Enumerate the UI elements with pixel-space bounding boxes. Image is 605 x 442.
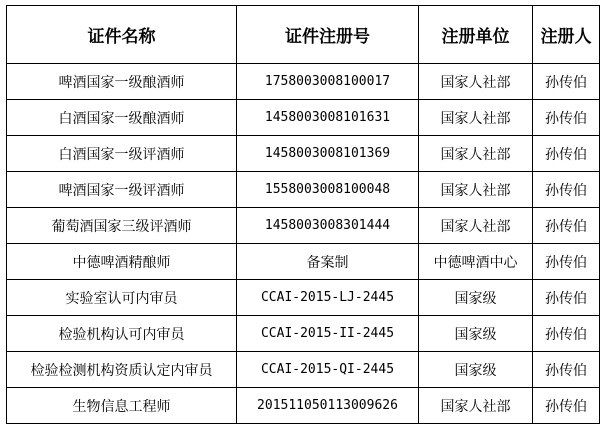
- cell-certificate-name: 白酒国家一级评酒师: [7, 136, 237, 172]
- cell-certificate-name: 啤酒国家一级酿酒师: [7, 64, 237, 100]
- cell-registration-unit: 国家人社部: [419, 64, 533, 100]
- table-row: [7, 316, 600, 352]
- table-row: [7, 208, 600, 244]
- cell-registrant: 孙传伯: [533, 100, 600, 136]
- header-certificate-name: 证件名称: [7, 6, 237, 64]
- cell-registrant: 孙传伯: [533, 316, 600, 352]
- cell-registration-unit: 国家人社部: [419, 208, 533, 244]
- cell-registrant: 孙传伯: [533, 280, 600, 316]
- cell-registrant: 孙传伯: [533, 208, 600, 244]
- table-row: [7, 172, 600, 208]
- cell-registration-unit: 国家人社部: [419, 100, 533, 136]
- cell-registration-number: 1758003008100017: [237, 64, 419, 100]
- header-registrant: 注册人: [533, 6, 600, 64]
- table-header-row: [7, 6, 600, 64]
- cell-certificate-name: 中德啤酒精酿师: [7, 244, 237, 280]
- cell-certificate-name: 检验检测机构资质认定内审员: [7, 352, 237, 388]
- cell-registration-unit: 国家级: [419, 316, 533, 352]
- cell-registration-number: 1458003008101369: [237, 136, 419, 172]
- certificate-table-container: [6, 5, 600, 424]
- cell-registrant: 孙传伯: [533, 136, 600, 172]
- cell-registration-number: CCAI-2015-LJ-2445: [237, 280, 419, 316]
- cell-certificate-name: 白酒国家一级酿酒师: [7, 100, 237, 136]
- header-registration-number: 证件注册号: [237, 6, 419, 64]
- cell-registration-unit: 国家人社部: [419, 136, 533, 172]
- cell-registrant: 孙传伯: [533, 352, 600, 388]
- cell-registration-number: 1458003008101631: [237, 100, 419, 136]
- cell-certificate-name: 啤酒国家一级评酒师: [7, 172, 237, 208]
- cell-registration-unit: 国家级: [419, 352, 533, 388]
- cell-registration-number: 1458003008301444: [237, 208, 419, 244]
- cell-registrant: 孙传伯: [533, 172, 600, 208]
- cell-registration-unit: 中德啤酒中心: [419, 244, 533, 280]
- cell-registration-number: 备案制: [237, 244, 419, 280]
- table-row: [7, 244, 600, 280]
- cell-registration-number: CCAI-2015-QI-2445: [237, 352, 419, 388]
- table-row: [7, 352, 600, 388]
- header-registration-unit: 注册单位: [419, 6, 533, 64]
- table-row: [7, 136, 600, 172]
- cell-registrant: 孙传伯: [533, 244, 600, 280]
- cell-registrant: 孙传伯: [533, 64, 600, 100]
- cell-registration-number: CCAI-2015-II-2445: [237, 316, 419, 352]
- certificate-table: [6, 5, 600, 424]
- cell-registrant: 孙传伯: [533, 388, 600, 424]
- table-row: [7, 280, 600, 316]
- cell-certificate-name: 葡萄酒国家三级评酒师: [7, 208, 237, 244]
- cell-certificate-name: 实验室认可内审员: [7, 280, 237, 316]
- cell-registration-unit: 国家级: [419, 280, 533, 316]
- cell-registration-unit: 国家人社部: [419, 172, 533, 208]
- table-row: [7, 100, 600, 136]
- cell-certificate-name: 检验机构认可内审员: [7, 316, 237, 352]
- cell-registration-number: 201511050113009626: [237, 388, 419, 424]
- table-row: [7, 64, 600, 100]
- cell-certificate-name: 生物信息工程师: [7, 388, 237, 424]
- table-row: [7, 388, 600, 424]
- cell-registration-unit: 国家人社部: [419, 388, 533, 424]
- cell-registration-number: 1558003008100048: [237, 172, 419, 208]
